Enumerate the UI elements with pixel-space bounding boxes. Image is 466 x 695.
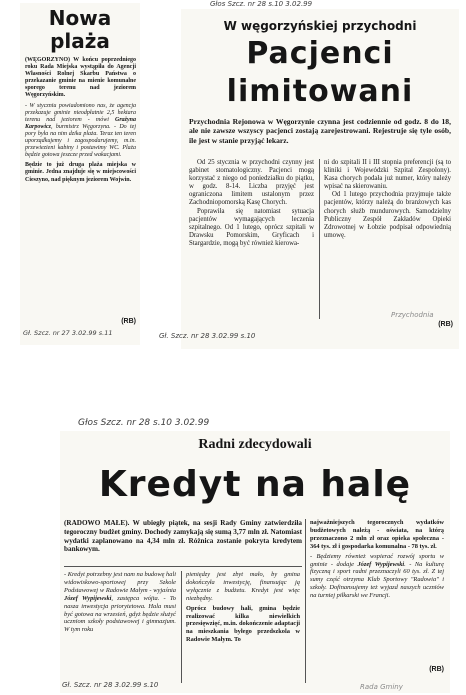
article-title: Kredyt na halę <box>98 464 412 505</box>
paragraph: Od 1 lutego przychodnia przyjmuje także pacjentów, którzy należą do branżowych kas chorych służb mundurowych. Samodzielny Publiczny Zespół Zakładów Opieki Zdrowotnej w Łobzie podpisał odpowiednią umowę. <box>324 191 451 239</box>
article-title-line1: Pacjenci <box>246 36 394 71</box>
column-divider <box>181 571 182 683</box>
column-3 <box>310 519 444 600</box>
lead-text: W końcu poprzedniego roku Rada Miejska wystąpiła do Agencji Własności Rolnej Skarbu Państwa o przekazanie gminie na mienie komunalne sporego terenu nad jeziorem Węgorzyńskim. <box>25 57 136 99</box>
lead-text: (RADOWO MAŁE). W ubiegły piątek, na sesji Rady Gminy zatwierdziła tegoroczny budżet gminy. Dochody zamykają się sumą 3,77 mln zł. Natomiast wydatki zaplanowano na 4,34 mln zł. Różnica zostanie pokryta kredytem bankowym. <box>64 519 302 554</box>
article-title: Nowa plaża <box>48 6 112 53</box>
stamp: Przychodnia <box>391 311 434 319</box>
quote-text: - W styczniu powiadomiono nas, że agencja przekazuje gminie nieodpłatnie 2,5 hektara terenu nad jeziorem - mówi <box>25 102 136 123</box>
paragraph: najważniejszych tegorocznych wydatków budżetowych należą - oświata, na którą przeznaczono 2 mln zł oraz opieka społeczna - 364 tys. zł i gospodarka komunalna - 78 tys. zł. <box>310 519 444 550</box>
paragraph: - Będziemy również wspierać rozwój sportu w gminie - dodaje Józef Wypijewski. - Na kulturę fizyczną i sport radni przeznaczyli 60 tys. zł. Z tej sumy część otrzyma Klub Sportowy "Radowia" i szkoły. Dofinansujemy też wyjazd naszych uczniów na turniej piłkarski we Francji. <box>310 552 444 600</box>
dateline: (RADOWO MAŁE). <box>64 519 130 527</box>
stamp: Rada Gminy <box>360 683 403 691</box>
dateline: (WĘGORZYNO) <box>25 57 70 63</box>
article-kicker: Radni zdecydowali <box>198 437 312 452</box>
paragraph: ni do szpitali II i III stopnia preferencji (są to kliniki i Wojewódzki Szpital Zespolony). Kasa chorych podała już numer, który należy wpisać na skierowaniu. <box>324 159 451 191</box>
paragraph: Oprócz budowy hali, gmina będzie realizować kilka niewielkich przesięwzięć, m.in. dokończenie adaptacji na mieszkania byłego przedszkola w Radowie Małym. To <box>186 604 300 644</box>
paragraph: Od 25 stycznia w przychodni czynny jest gabinet stomatologiczny. Pacjenci mogą korzystać z niego od poniedziałku do piątku, w godz. 8-14. Liczba przyjęć jest ograniczona limitem ustalonym przez Zachodniopomorską Kasę Chorych. <box>189 159 314 207</box>
lead-separator <box>64 566 302 567</box>
person-name: Józef Wypijewski <box>64 594 112 602</box>
handwritten-note-top: Głos Szcz. nr 28 s.10 3.02.99 <box>78 418 210 428</box>
clipping-nowa-plaza <box>20 3 140 345</box>
author-signature: (RB) <box>438 321 453 328</box>
quote-text: , burmistrz Węgorzyna. - Do tej pory była na nim dzika plaża. Teraz ten teren uporządkujemy i zagospodarujemy, m.in. przewiezieni kabiny i postawimy WC. Plaża będzie gotowa jeszcze przed wakacjami. <box>25 123 136 159</box>
person-name: Grażyna Karpowicz <box>25 116 136 130</box>
article-body <box>25 57 136 184</box>
handwritten-note: Gł. Szcz. nr 28 3.02.99 s.10 <box>159 332 256 340</box>
handwritten-note: Gł. Szcz. nr 28 3.02.99 s.10 <box>62 681 159 689</box>
author-signature: (RB) <box>429 666 444 673</box>
clipping-pacjenci-limitowani <box>159 9 459 349</box>
column-divider <box>305 519 306 683</box>
clipping-kredyt-na-hale <box>60 431 450 693</box>
column-2 <box>186 571 300 644</box>
handwritten-note: Gł. Szcz. nr 27 3.02.99 s.11 <box>23 329 113 337</box>
paragraph: pieniędzy jest zbyt mało, by gmina dokończyła inwestycję, finansując ją wyłącznie z budżetu. Kredyt jest więc niezbędny. <box>186 571 300 602</box>
column-2 <box>324 159 451 240</box>
paragraph: Poprawiła się natomiast sytuacja pacjentów wymagających leczenia szpitalnego. Od 1 lutego, oprócz szpitali w Drawsku Pomorskim, Gryficach i Stargardzie, mogą być również kierowa- <box>189 207 314 247</box>
closing-text: Będzie to już druga plaża miejska w gminie. Jedna znajduje się w miejscowości Cieszyno, nad pięknym jeziorem Wojwin. <box>25 162 136 183</box>
column-divider <box>319 159 320 319</box>
article-title-line2: limitowani <box>226 74 414 109</box>
person-name: Józef Wypijewski <box>357 560 405 568</box>
author-signature: (RB) <box>121 318 136 325</box>
column-1 <box>189 159 314 248</box>
handwritten-note-top: Głos Szcz. nr 28 s.10 3.02.99 <box>210 0 313 8</box>
lead-text: Przychodnia Rejonowa w Węgorzynie czynna jest codziennie od godz. 8 do 18, ale nie zawsze wszyscy pacjenci zostają zarejestrowani. Rejestruje się tyle osób, ile jest w stanie przyjąć lekarz. <box>189 117 451 145</box>
article-kicker: W węgorzyńskiej przychodni <box>223 19 417 33</box>
column-1: - Kredyt potrzebny jest nam na budowę hali widowiskowo-sportowej przy Szkole Podstawowej w Radowie Małym - wyjaśnia Józef Wypijewski, zastępca wójta. - To nasza inwestycja priorytetowa. Hala musi być gotowa na wrzesień, gdyż będzie służyć uczniom szkoły podstawowej i gimnazjum. W tym roku <box>64 571 176 634</box>
